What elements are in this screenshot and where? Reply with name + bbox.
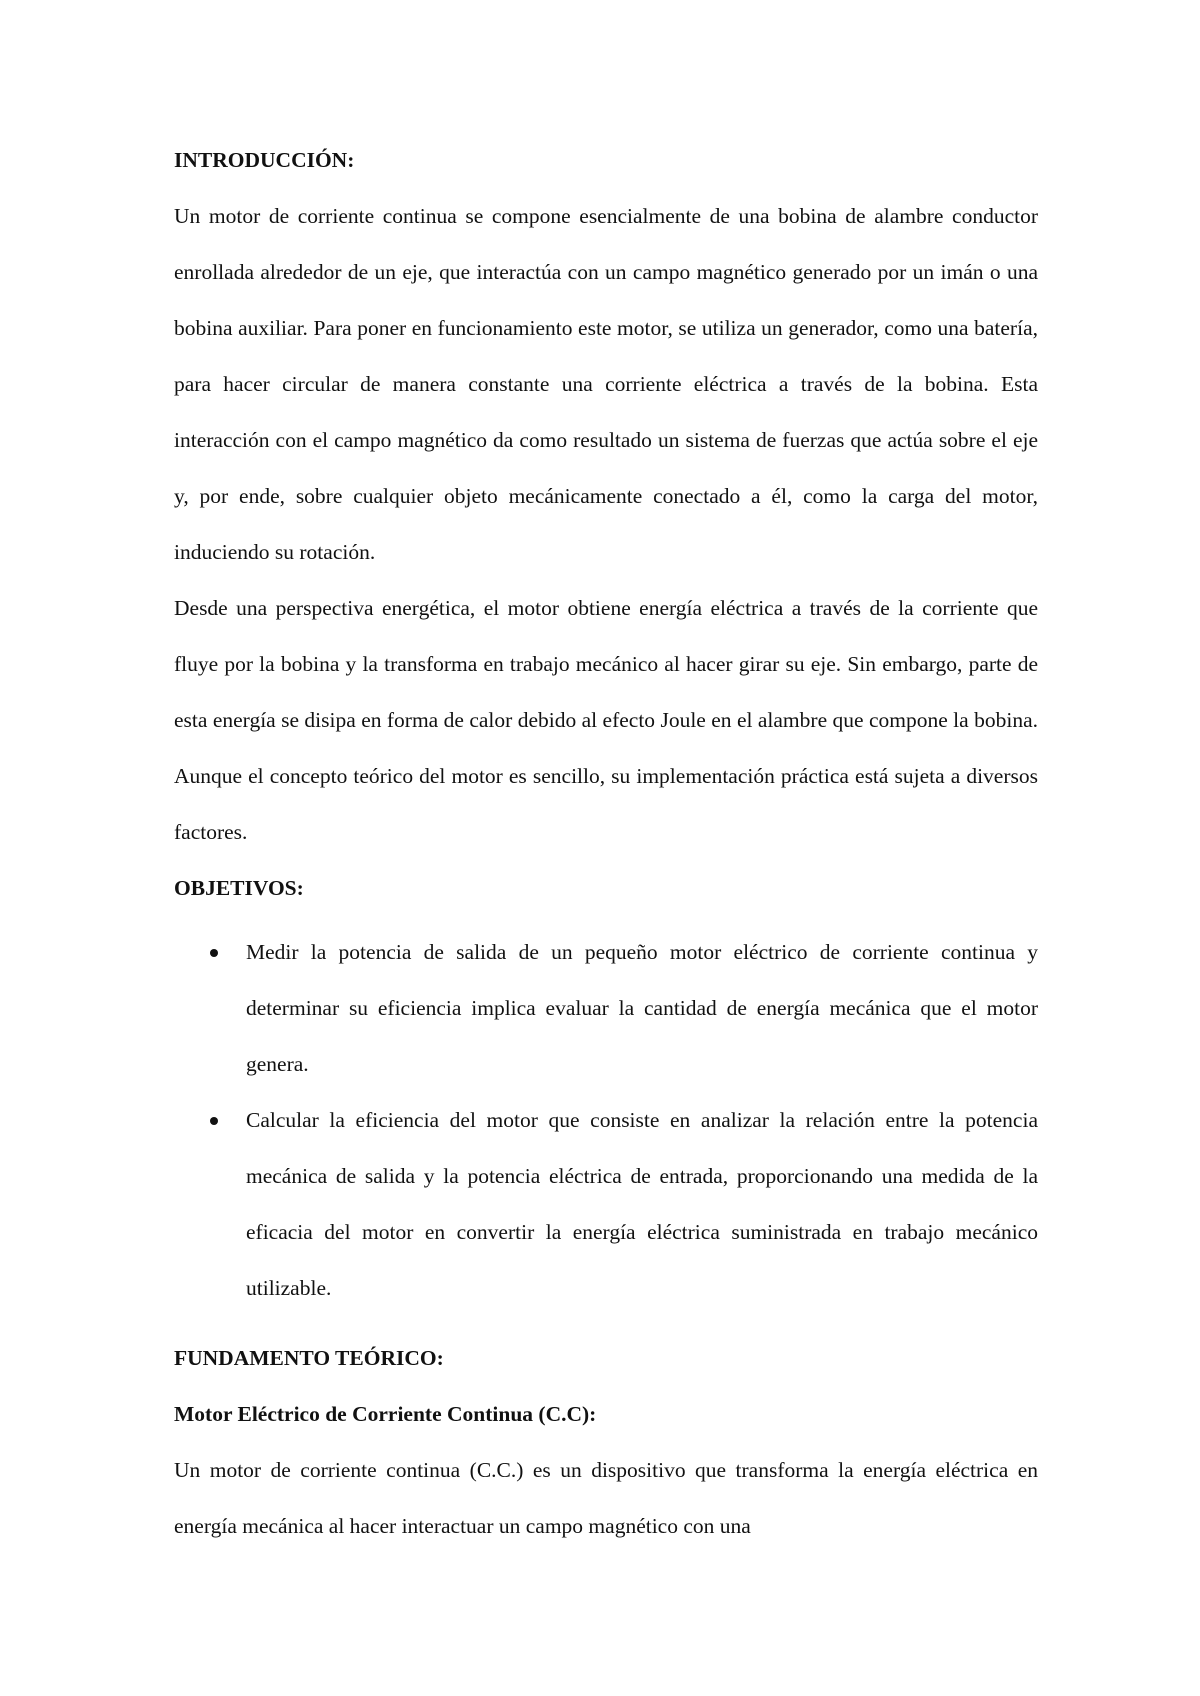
bullet-icon <box>210 1117 218 1125</box>
theory-heading: FUNDAMENTO TEÓRICO: <box>174 1346 444 1370</box>
theory-paragraph: Un motor de corriente continua (C.C.) es un dispositivo que transforma la energía eléctrica en energía mecánica al hacer interactuar un campo magnético con una <box>174 1458 1038 1538</box>
objectives-list <box>174 924 1038 1316</box>
theory-subheading: Motor Eléctrico de Corriente Continua (C.C): <box>174 1402 597 1426</box>
intro-paragraph-2: Desde una perspectiva energética, el motor obtiene energía eléctrica a través de la corriente que fluye por la bobina y la transforma en trabajo mecánico al hacer girar su eje. Sin embargo, parte de esta energía se disipa en forma de calor debido al efecto Joule en el alambre que compone la bobina. Aunque el concepto teórico del motor es sencillo, su implementación práctica está sujeta a diversos factores. <box>174 596 1038 844</box>
intro-paragraph-1: Un motor de corriente continua se compone esencialmente de una bobina de alambre conductor enrollada alrededor de un eje, que interactúa con un campo magnético generado por un imán o una bobina auxiliar. Para poner en funcionamiento este motor, se utiliza un generador, como una batería, para hacer circular de manera constante una corriente eléctrica a través de la bobina. Esta interacción con el campo magnético da como resultado un sistema de fuerzas que actúa sobre el eje y, por ende, sobre cualquier objeto mecánicamente conectado a él, como la carga del motor, induciendo su rotación. <box>174 204 1038 564</box>
bullet-icon <box>210 949 218 957</box>
objectives-heading: OBJETIVOS: <box>174 876 304 900</box>
objective-text: Calcular la eficiencia del motor que consiste en analizar la relación entre la potencia mecánica de salida y la potencia eléctrica de entrada, proporcionando una medida de la eficacia del motor en convertir la energía eléctrica suministrada en trabajo mecánico utilizable. <box>246 1108 1038 1300</box>
intro-heading: INTRODUCCIÓN: <box>174 148 355 172</box>
document-body <box>174 132 1038 1554</box>
objective-text: Medir la potencia de salida de un pequeño motor eléctrico de corriente continua y determinar su eficiencia implica evaluar la cantidad de energía mecánica que el motor genera. <box>246 940 1038 1076</box>
objective-item <box>174 1092 1038 1316</box>
objective-item <box>174 924 1038 1092</box>
